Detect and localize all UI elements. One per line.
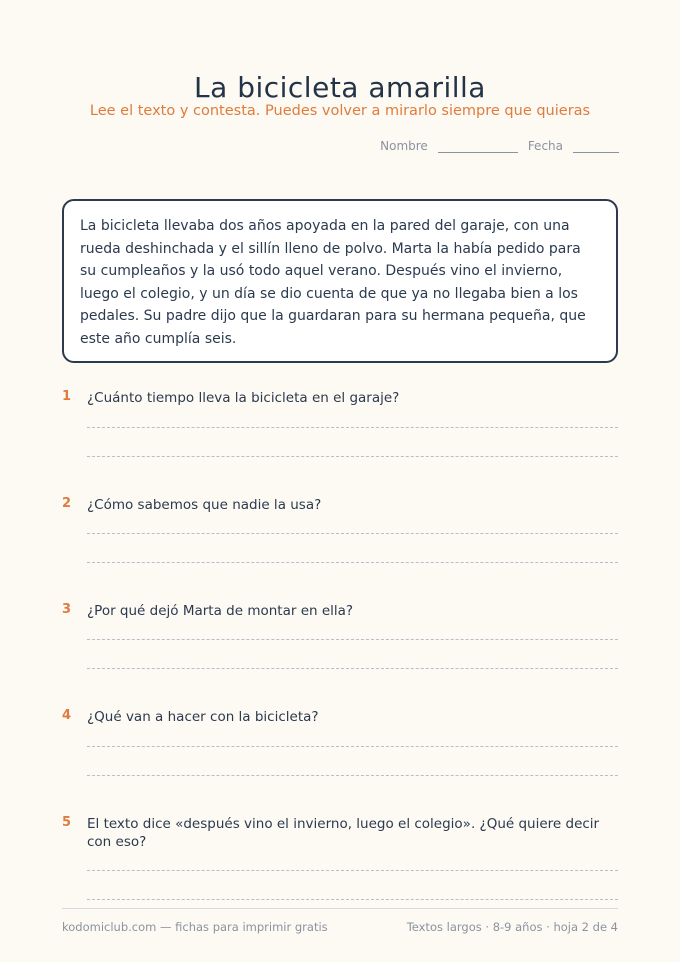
question-number: 1	[62, 389, 72, 404]
question-text: ¿Por qué dejó Marta de montar en ella?	[87, 603, 354, 619]
answer-line[interactable]	[87, 639, 618, 640]
question-number: 5	[62, 815, 72, 830]
question-text: El texto dice «después vino el invierno, luego el colegio». ¿Qué quiere decir con eso?	[87, 816, 600, 850]
footer-page-info: Textos largos · 8-9 años · hoja 2 de 4	[406, 920, 618, 934]
footer-divider	[62, 908, 618, 909]
question-number: 2	[62, 496, 72, 511]
footer-site: kodomiclub.com — fichas para imprimir gratis	[62, 920, 328, 934]
student-info	[380, 139, 619, 153]
question-text: ¿Cuánto tiempo lleva la bicicleta en el garaje?	[87, 390, 400, 406]
answer-line[interactable]	[87, 870, 618, 871]
date-label: Fecha	[527, 139, 563, 153]
answer-line[interactable]	[87, 746, 618, 747]
instructions: Lee el texto y contesta. Puedes volver a mirarlo siempre que quieras	[89, 103, 591, 119]
answer-line[interactable]	[87, 899, 618, 900]
answer-line[interactable]	[87, 456, 618, 457]
question-text: ¿Qué van a hacer con la bicicleta?	[87, 709, 319, 725]
page-title: La bicicleta amarilla	[194, 70, 486, 104]
answer-line[interactable]	[87, 427, 618, 428]
date-blank[interactable]	[573, 140, 619, 153]
reading-passage: La bicicleta llevaba dos años apoyada en la pared del garaje, con una rueda deshinchada y el sillín lleno de polvo. Marta la había pedido para su cumpleaños y la usó todo aquel verano. Después vino el invierno, luego el colegio, y un día se dio cuenta de que ya no llegaba bien a los pedales. Su padre dijo que la guardaran para su hermana pequeña, que este año cumplía seis.	[62, 199, 618, 363]
name-label: Nombre	[380, 139, 428, 153]
answer-line[interactable]	[87, 775, 618, 776]
question-number: 3	[62, 602, 72, 617]
answer-line[interactable]	[87, 533, 618, 534]
name-blank[interactable]	[438, 140, 518, 153]
answer-line[interactable]	[87, 668, 618, 669]
question-number: 4	[62, 708, 72, 723]
question-text: ¿Cómo sabemos que nadie la usa?	[87, 497, 322, 513]
answer-line[interactable]	[87, 562, 618, 563]
